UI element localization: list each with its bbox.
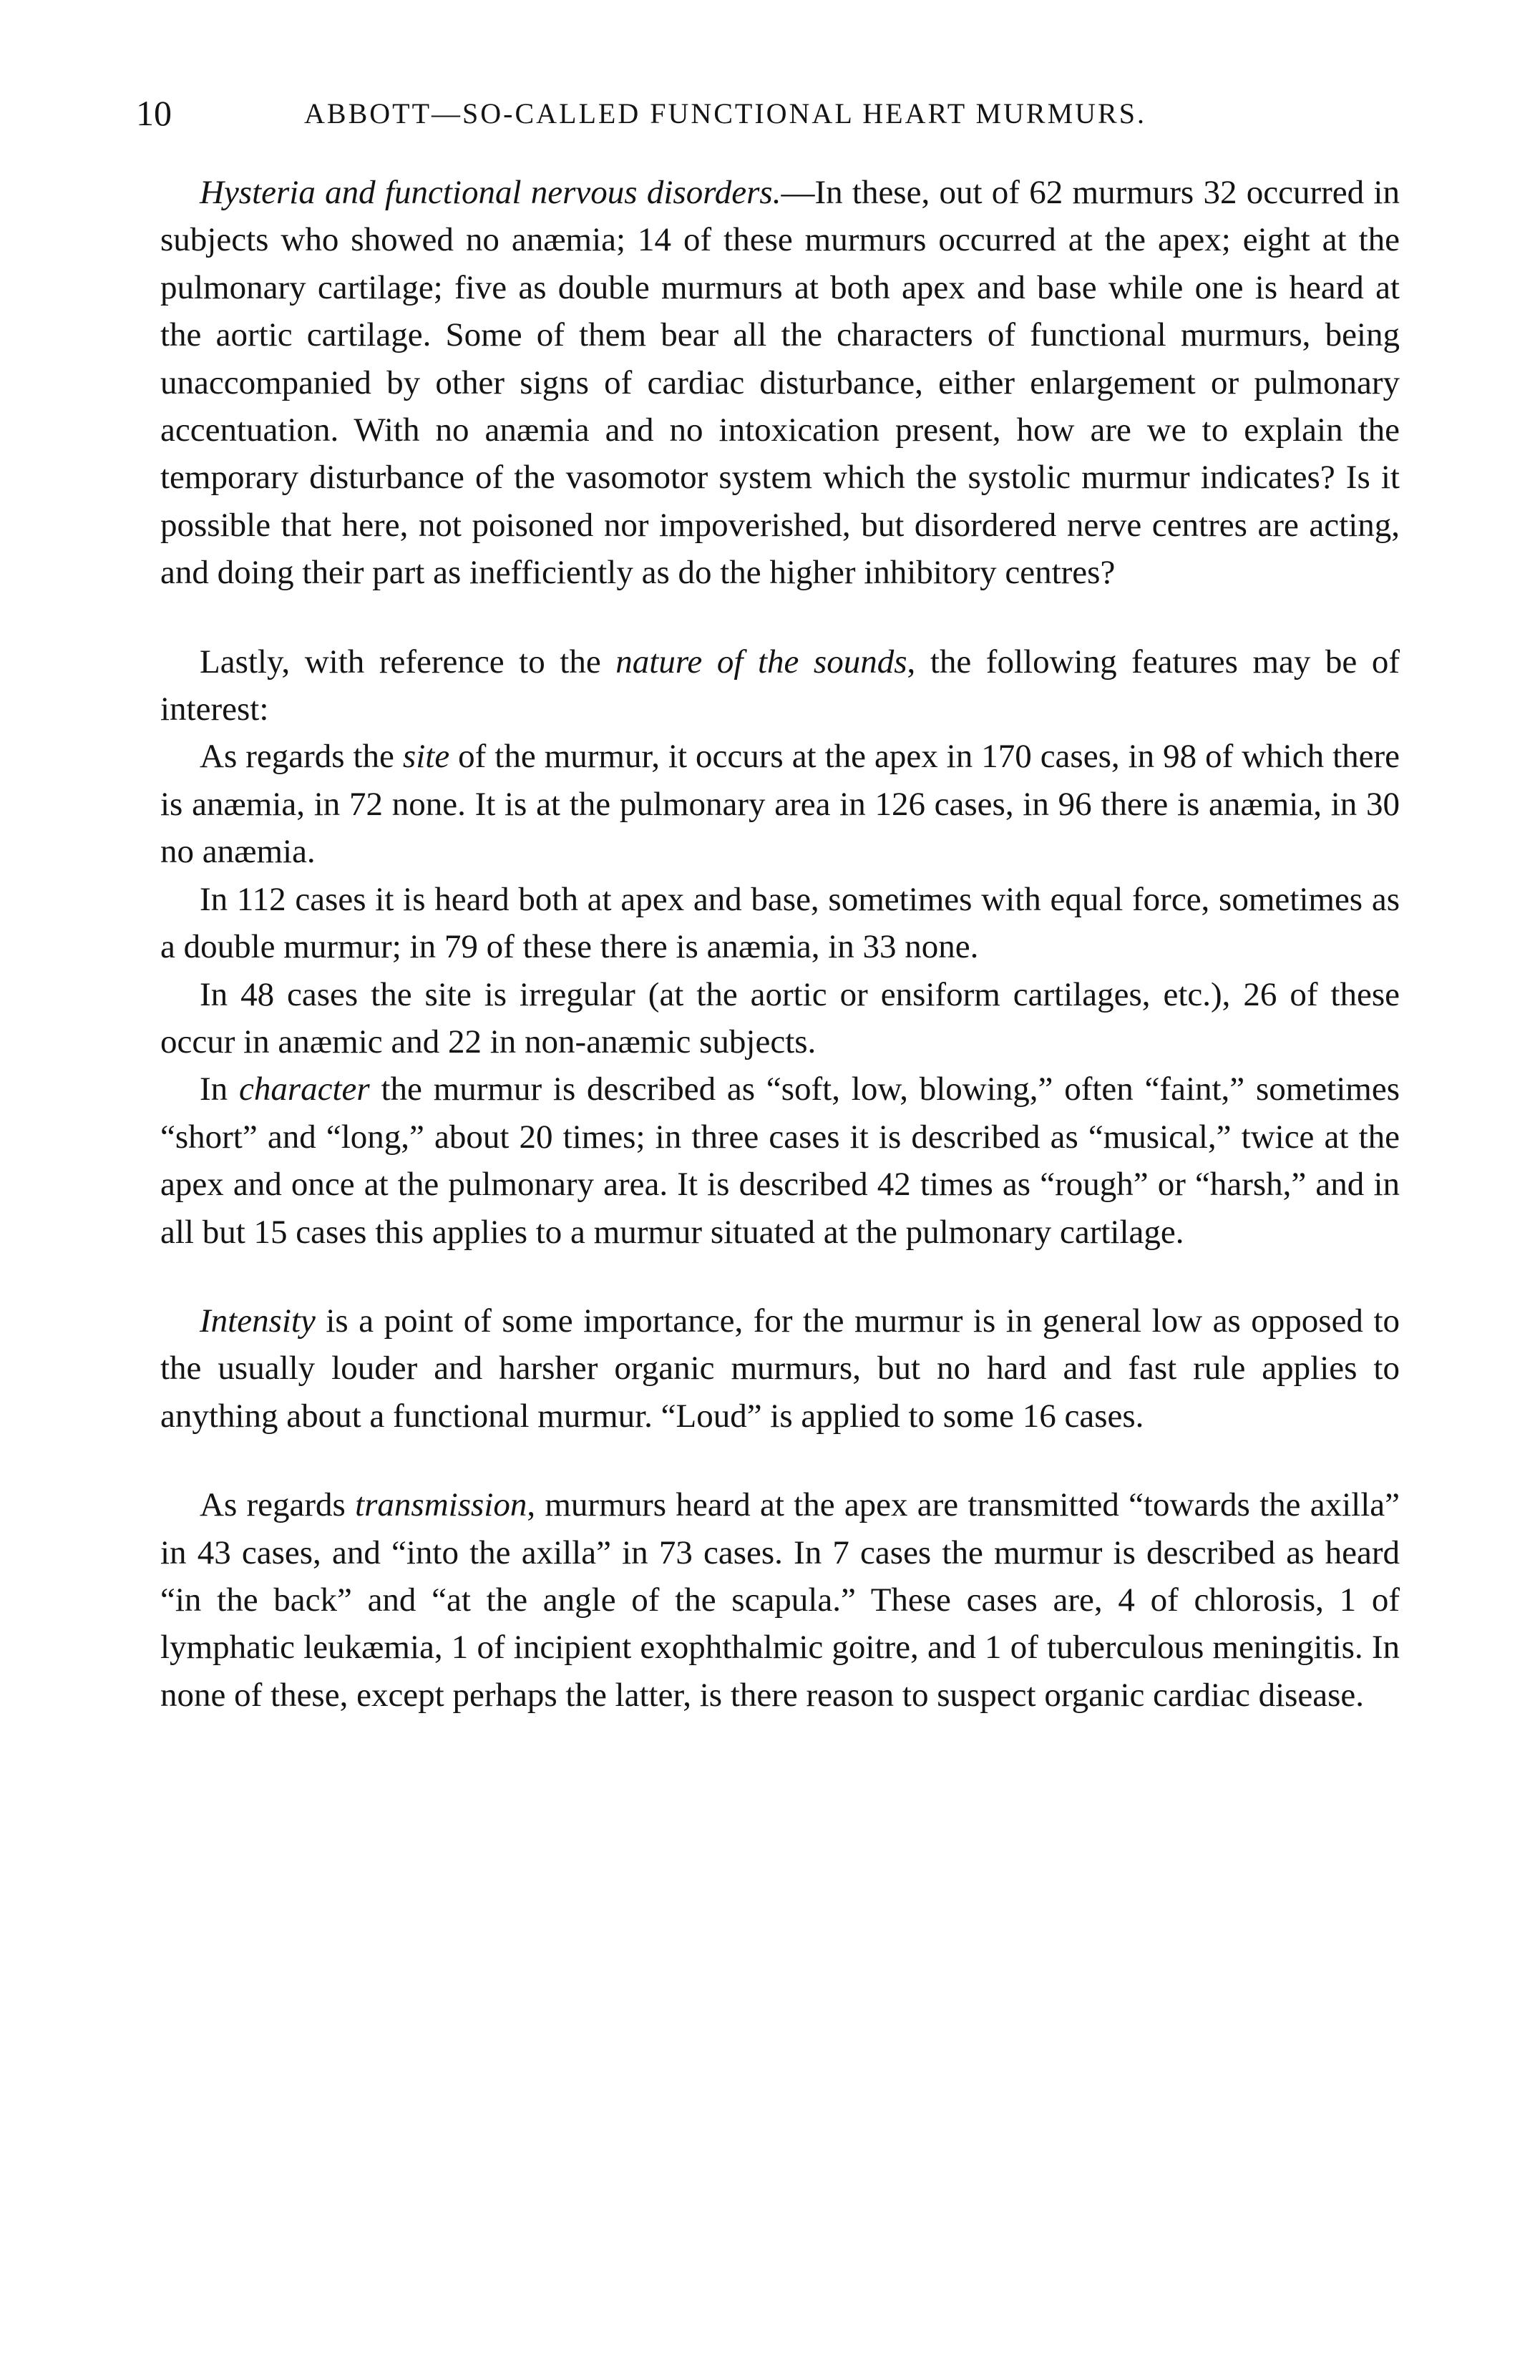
paragraph-site bbox=[160, 733, 1400, 875]
paragraph-character bbox=[160, 1065, 1400, 1256]
emphasis-term: nature of the sounds bbox=[615, 643, 907, 681]
paragraph-text: In 48 cases the site is irregular (at the aortic or ensiform cartilages, etc.), 26 of these occur in anæmic and 22 in non-anæmic subjects. bbox=[160, 975, 1400, 1060]
page-header bbox=[136, 92, 1424, 142]
running-title: ABBOTT—SO-CALLED FUNCTIONAL HEART MURMURS. bbox=[304, 97, 1146, 130]
paragraph-irregular-site bbox=[160, 971, 1400, 1066]
paragraph-nature-of-sounds bbox=[160, 638, 1400, 733]
paragraph-text: , murmurs heard at the apex are transmitted “towards the axilla” in 43 cases, and “into the axilla” in 73 cases. In 7 cases the murmur is described as heard “in the back” and “at the angle of the scapula.” These cases are, 4 of chlorosis, 1 of lymphatic leukæmia, 1 of incipient exophthalmic goitre, and 1 of tuberculous meningitis. In none of these, except perhaps the latter, is there reason to suspect organic cardiac disease. bbox=[160, 1486, 1400, 1714]
paragraph-text: As regards bbox=[200, 1486, 356, 1524]
paragraph-intensity bbox=[160, 1297, 1400, 1440]
paragraph-hysteria bbox=[160, 169, 1400, 597]
page-number: 10 bbox=[136, 93, 172, 133]
section-lead: Hysteria and functional nervous disorders. bbox=[200, 174, 781, 211]
paragraph-text: is a point of some importance, for the murmur is in general low as opposed to the usually louder and harsher organic murmurs, but no hard and fast rule applies to anything about a functional murmur. “Loud” is applied to some 16 cases. bbox=[160, 1302, 1400, 1435]
paragraph-text: Lastly, with reference to the bbox=[200, 643, 616, 681]
paragraph-apex-and-base bbox=[160, 876, 1400, 971]
emphasis-term: character bbox=[238, 1070, 370, 1108]
emphasis-term: Intensity bbox=[200, 1302, 316, 1340]
page-body bbox=[160, 169, 1400, 1719]
paragraph-text: of the murmur, it occurs at the apex in 170 cases, in 98 of which there is anæmia, in 72 none. It is at the pulmonary area in 126 cases, in 96 there is anæmia, in 30 no anæmia. bbox=[160, 738, 1400, 871]
paragraph-text: As regards the bbox=[200, 738, 403, 776]
paragraph-text: In 112 cases it is heard both at apex and base, sometimes with equal force, sometimes as a double murmur; in 79 of these there is anæmia, in 33 none. bbox=[160, 880, 1400, 966]
paragraph-transmission bbox=[160, 1481, 1400, 1719]
paragraph-text: , the following features may be of interest: bbox=[160, 643, 1400, 728]
emphasis-term: transmission bbox=[355, 1486, 527, 1524]
paragraph-text: —In these, out of 62 murmurs 32 occurred in subjects who showed no anæmia; 14 of these murmurs occurred at the apex; eight at the pulmonary cartilage; five as double murmurs at both apex and base while one is heard at the aortic cartilage. Some of them bear all the characters of functional murmurs, being unaccompanied by other signs of cardiac disturbance, either enlargement or pulmonary accentuation. With no anæmia and no intoxication present, how are we to explain the temporary disturbance of the vasomotor system which the systolic murmur indicates? Is it possible that here, not poisoned nor impoverished, but disordered nerve centres are acting, and doing their part as inefficiently as do the higher inhibitory centres? bbox=[160, 174, 1400, 592]
paragraph-text: In bbox=[200, 1070, 239, 1108]
emphasis-term: site bbox=[402, 738, 450, 776]
paragraph-text: the murmur is described as “soft, low, blowing,” often “faint,” sometimes “short” and “long,” about 20 times; in three cases it is described as “musical,” twice at the apex and once at the pulmonary area. It is described 42 times as “rough” or “harsh,” and in all but 15 cases this applies to a murmur situated at the pulmonary cartilage. bbox=[160, 1070, 1400, 1251]
